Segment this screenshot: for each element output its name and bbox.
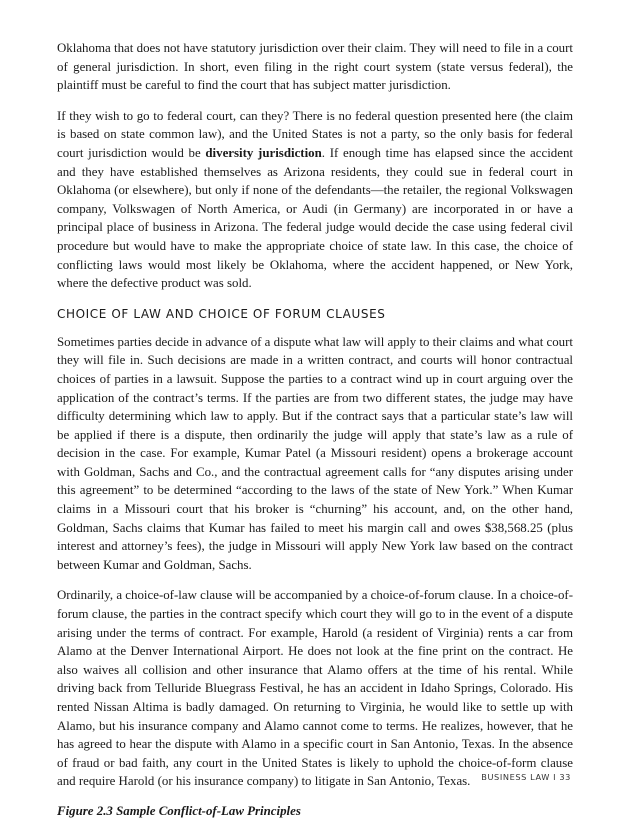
- page-content: [57, 39, 573, 832]
- paragraph-choice-of-forum: Ordinarily, a choice-of-law clause will be accompanied by a choice-of-forum clause. In a choice-of-forum clause, the parties in the contract specify which court they will go to in the event of a dispute arising under the terms of contract. For example, Harold (a resident of Virginia) rents a car from Alamo at the Denver International Airport. He does not look at the fine print on the contract. He also waives all collision and other insurance that Alamo offers at the time of his rental. While driving back from Telluride Bluegrass Festival, he has an accident in Idaho Springs, Colorado. His rented Nissan Altima is badly damaged. On returning to Virginia, he would like to settle up with Alamo, but his insurance company and Alamo cannot come to terms. He realizes, however, that he has agreed to hear the dispute with Alamo in a specific court in San Antonio, Texas. In the absence of fraud or bad faith, any court in the United States is likely to uphold the choice-of-form clause and require Harold (or his insurance company) to litigate in San Antonio, Texas.: [57, 588, 573, 789]
- figure-caption: Figure 2.3 Sample Conflict-of-Law Principles: [57, 803, 301, 818]
- paragraph-federal-court: [57, 107, 573, 293]
- bold-term-diversity-jurisdiction: diversity jurisdiction: [205, 145, 322, 160]
- paragraph-text: . If enough time has elapsed since the accident and they have established themselves as Arizona residents, they could sue in federal court in Oklahoma (or elsewhere), but only if none of the defendants—the retailer, the regional Volkswagen company, Volkswagen of North America, or Audi (in Germany) are incorporated in or have a principal place of business in Arizona. The federal judge would decide the case using federal civil procedure but would have to make the appropriate choice of state law. In this case, the choice of conflicting laws would most likely be Oklahoma, where the accident happened, or New York, where the defective product was sold.: [57, 145, 573, 291]
- paragraph-choice-of-law: Sometimes parties decide in advance of a dispute what law will apply to their claims and what court they will file in. Such decisions are made in a written contract, and courts will honor contractual choices of parties in a lawsuit. Suppose the parties to a contract wind up in court arguing over the application of the contract’s terms. If the parties are from two different states, the judge may have difficulty determining which law to apply. But if the contract says that a particular state’s law will be applied if there is a dispute, then ordinarily the judge will apply that state’s law as a rule of decision in the case. For example, Kumar Patel (a Missouri resident) opens a brokerage account with Goldman, Sachs and Co., and the contractual agreement calls for “any disputes arising under this agreement” to be determined “according to the laws of the state of New York.” When Kumar claims in a Missouri court that his broker is “churning” his account, and, on the other hand, Goldman, Sachs claims that Kumar has failed to meet his margin call and owes $38,568.25 (plus interest and attorney’s fees), the judge in Missouri will apply New York law based on the contract between Kumar and Goldman, Sachs.: [57, 334, 573, 572]
- page-footer: BUSINESS LAW I 33: [481, 772, 571, 782]
- paragraph-jurisdiction: Oklahoma that does not have statutory jurisdiction over their claim. They will need to file in a court of general jurisdiction. In short, even filing in the right court system (state versus federal), the plaintiff must be careful to find the court that has subject matter jurisdiction.: [57, 41, 573, 93]
- paragraph-text: If they wish to go to federal court, can they? There is no federal question presented here (the claim is based on state common law), and the United States is not a party, so the only basis for federal court jurisdiction would be: [57, 108, 573, 160]
- section-heading: CHOICE OF LAW AND CHOICE OF FORUM CLAUSES: [57, 306, 386, 321]
